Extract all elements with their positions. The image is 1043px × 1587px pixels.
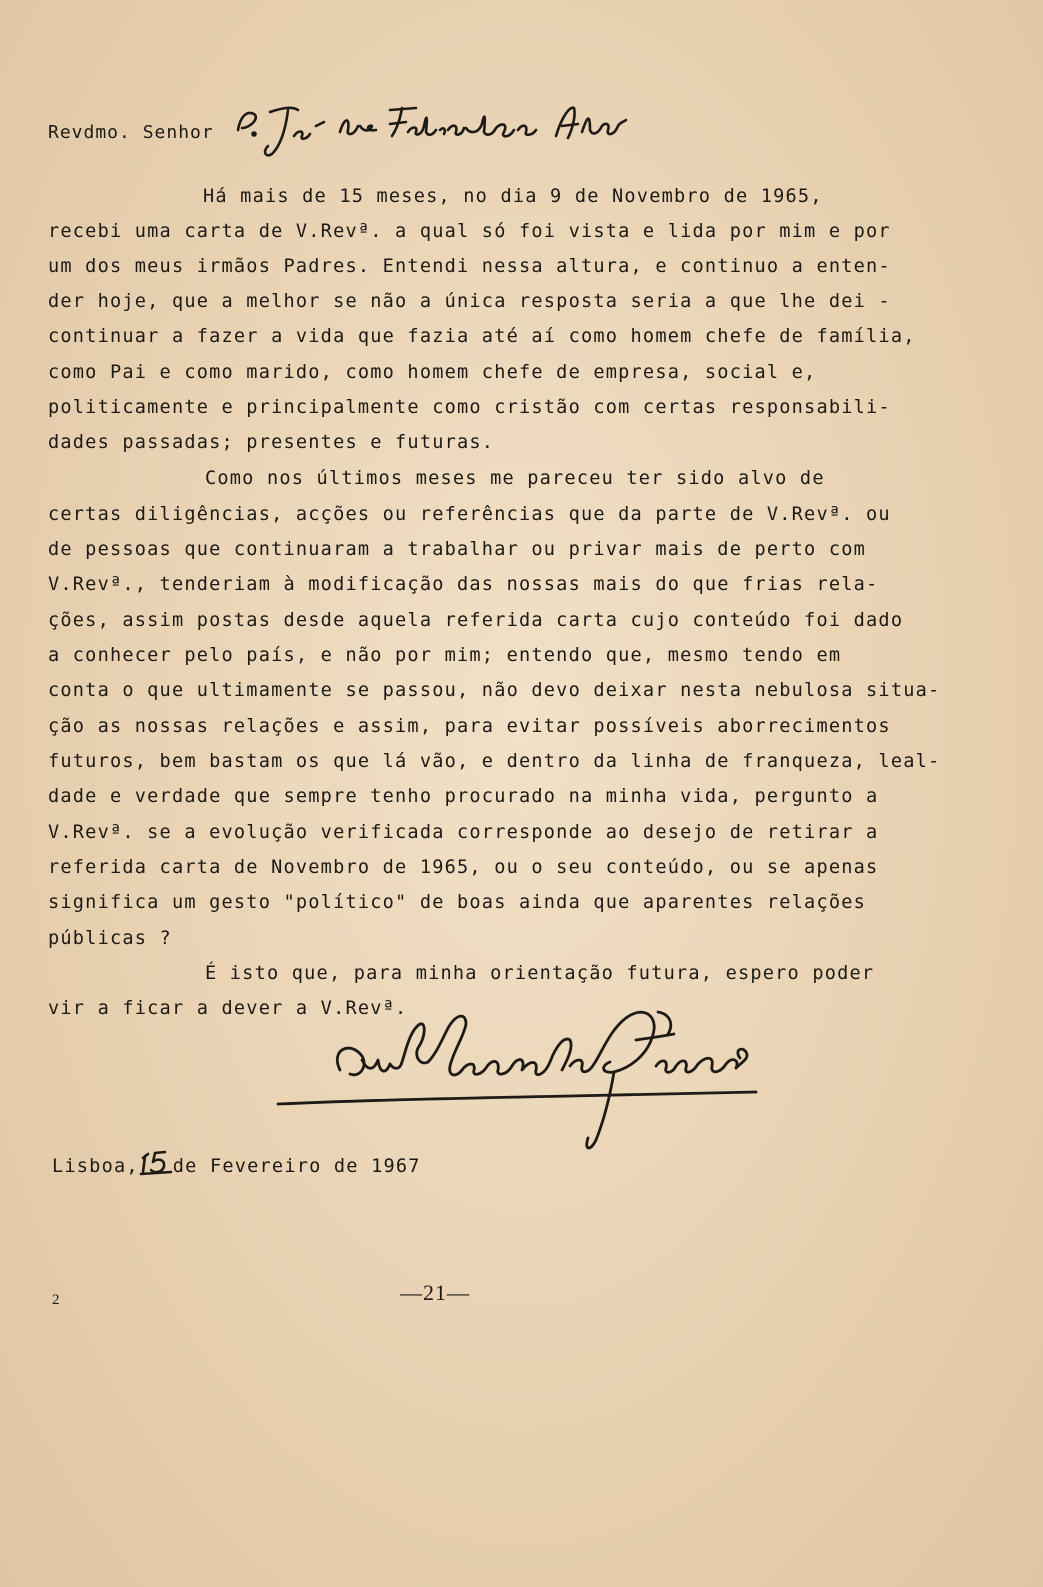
letter-line: É isto que, para minha orientação futura, espero poder [205,963,875,984]
letter-line: V.Revª., tenderiam à modificação das nossas mais do que frias rela- [48,574,879,595]
letter-line: vir a ficar a dever a V.Revª. [48,998,408,1019]
letter-line: dade e verdade que sempre tenho procurado na minha vida, pergunto a [48,786,879,807]
letter-line: significa um gesto "político" de boas ainda que aparentes relações [48,892,867,913]
letter-line: de pessoas que continuaram a trabalhar ou privar mais de perto com [48,539,867,560]
footer-left-number: 2 [52,1292,60,1308]
letter-line: a conhecer pelo país, e não por mim; entendo que, mesmo tendo em [48,645,842,666]
letter-line: futuros, bem bastam os que lá vão, e dentro da linha de franqueza, leal- [48,751,941,772]
handwritten-addressee [232,96,632,166]
letter-line: Como nos últimos meses me pareceu ter sido alvo de [205,468,825,489]
letter-line: conta o que ultimamente se passou, não devo deixar nesta nebulosa situa- [48,680,941,701]
place-date [52,1150,421,1177]
place-date-suffix: de Fevereiro de 1967 [172,1156,421,1177]
letter-line: dades passadas; presentes e futuras. [48,432,495,453]
letter-line: V.Revª. se a evolução verificada corresponde ao desejo de retirar a [48,822,879,843]
handwritten-day [139,1150,173,1176]
place-date-prefix: Lisboa, [52,1156,139,1177]
letter-line: Há mais de 15 meses, no dia 9 de Novembro de 1965, [203,186,823,207]
letter-line: politicamente e principalmente como cristão com certas responsabili- [48,397,891,418]
letter-line: ções, assim postas desde aquela referida carta cujo conteúdo foi dado [48,610,904,631]
letter-line: públicas ? [48,928,172,949]
letter-line: referida carta de Novembro de 1965, ou o seu conteúdo, ou se apenas [48,857,879,878]
letter-line: ção as nossas relações e assim, para evitar possíveis aborrecimentos [48,716,891,737]
letter-line: continuar a fazer a vida que fazia até aí como homem chefe de família, [48,326,916,347]
letter-line: como Pai e como marido, como homem chefe de empresa, social e, [48,362,817,383]
salutation: Revdmo. Senhor [48,122,214,143]
handwritten-signature [270,1000,770,1160]
letter-line: certas diligências, acções ou referências que da parte de V.Revª. ou [48,504,891,525]
letter-line: um dos meus irmãos Padres. Entendi nessa altura, e continuo a enten- [48,256,891,277]
letter-line: der hoje, que a melhor se não a única resposta seria a que lhe dei - [48,291,891,312]
page-number: —21— [400,1280,470,1305]
letter-line: recebi uma carta de V.Revª. a qual só foi vista e lida por mim e por [48,221,891,242]
